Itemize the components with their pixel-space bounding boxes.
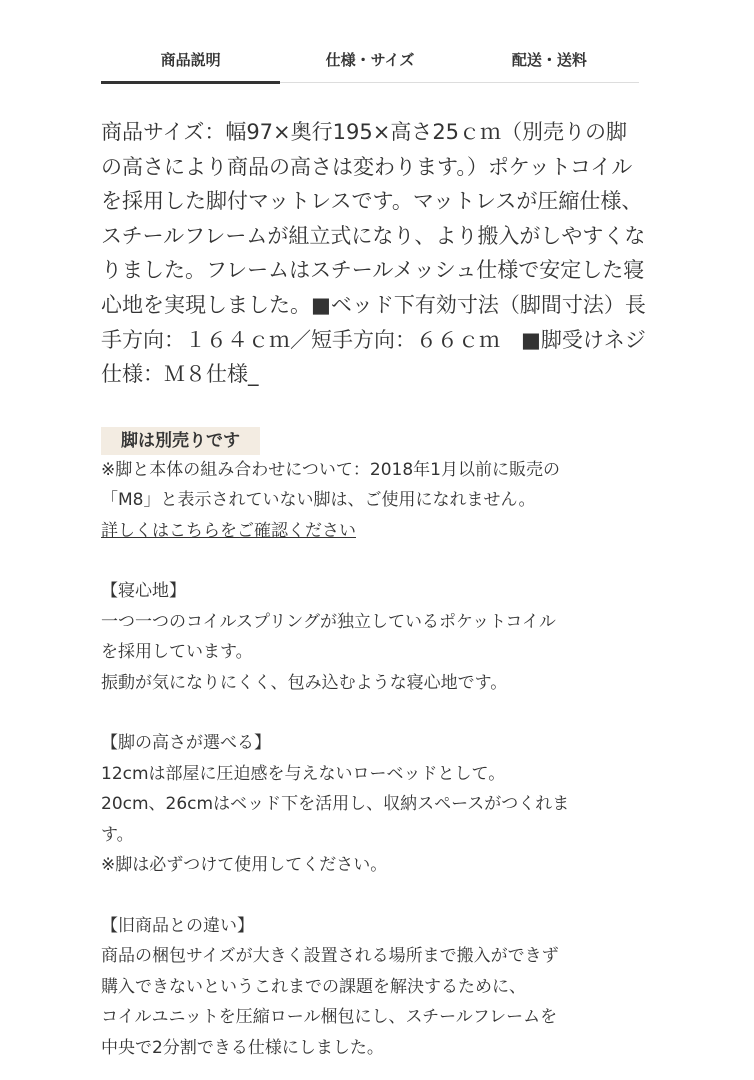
section-title: 【脚の高さが選べる】 [101,733,271,754]
tab-product-description[interactable]: 商品説明 [101,40,280,82]
section-title: 【旧商品との違い】 [101,915,254,936]
section-leg-height [101,728,646,881]
section-old-product-difference [101,911,646,1064]
section-comfort [101,576,646,698]
section-line: 購入できないというこれまでの課題を解決するために、 [101,976,526,997]
section-line: ※脚は必ずつけて使用してください。 [101,855,388,876]
section-line: 20cm、26cmはベッド下を活用し、収納スペースがつくれま [101,794,570,815]
section-line: コイルユニットを圧縮ロール梱包にし、スチールフレームを [101,1007,558,1028]
tab-specs-size[interactable]: 仕様・サイズ [325,51,415,69]
section-line: 商品の梱包サイズが大きく設置される場所まで搬入ができず [101,946,559,967]
legs-note-line-2: 「M8」と表示されていない脚は、ご使用になれません。 [101,490,536,511]
tab-bar [101,40,639,83]
product-description-panel [101,115,646,1063]
section-title: 【寝心地】 [101,581,186,602]
details-link[interactable]: 詳しくはこちらをご確認ください [101,520,356,541]
section-line: を採用しています。 [101,642,253,663]
legs-sold-separately-badge: 脚は別売りです [101,427,260,455]
section-line: す。 [101,824,134,845]
section-line: 一つ一つのコイルスプリングが独立しているポケットコイル [101,611,556,632]
section-line: 振動が気になりにくく、包み込むような寝心地です。 [101,672,508,693]
section-line: 12cmは部屋に圧迫感を与えないローベッドとして。 [101,763,506,784]
section-line: 中央で2分割できる仕様にしました。 [101,1037,384,1058]
tab-shipping[interactable]: 配送・送料 [511,51,587,69]
legs-note-line-1: ※脚と本体の組み合わせについて：2018年1月以前に販売の [101,459,560,480]
product-description-text: 商品サイズ：幅97×奥行195×高さ25ｃｍ（別売りの脚の高さにより商品の高さは変わります。）ポケットコイルを採用した脚付マットレスです。マットレスが圧縮仕様、スチールフレームが組立式になり、より搬入がしやすくなりました。フレームはスチールメッシュ仕様で安定した寝心地を実現しました。■ベッド下有効寸法（脚間寸法）長手方向：１６４ｃｍ／短手方向：６６ｃｍ ■脚受けネジ仕様：Ｍ８仕様_ [101,120,646,387]
